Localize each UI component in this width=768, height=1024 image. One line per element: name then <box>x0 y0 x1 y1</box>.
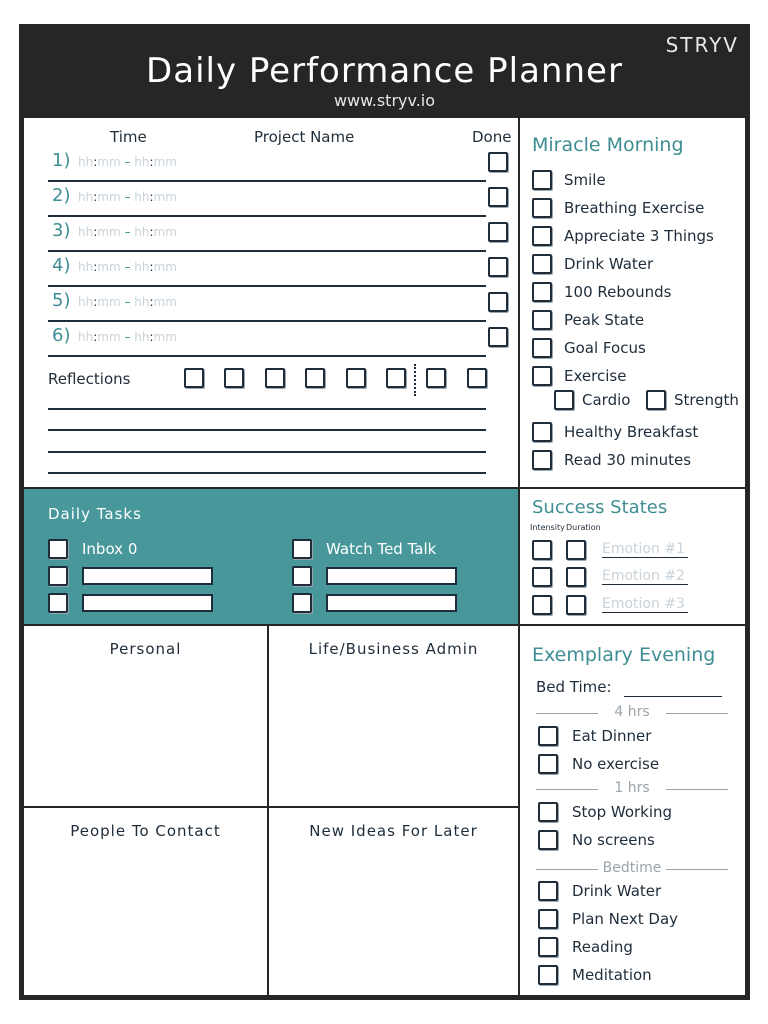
reflection-checkbox[interactable] <box>305 368 325 388</box>
morning-checkbox[interactable] <box>532 254 552 274</box>
task-row[interactable] <box>292 593 457 613</box>
miracle-morning-section <box>518 116 747 489</box>
task-row[interactable] <box>48 566 213 586</box>
row-number: 6) <box>52 325 71 346</box>
evening-item-label: Eat Dinner <box>572 727 652 745</box>
ideas-title: New Ideas For Later <box>309 822 478 840</box>
emotion-row[interactable] <box>532 539 688 560</box>
reflection-line[interactable] <box>48 451 486 453</box>
time-range-input[interactable]: hh:mm – hh:mm <box>78 190 177 204</box>
exemplary-evening-section <box>518 624 747 997</box>
task-checkbox[interactable] <box>48 566 68 586</box>
reflection-checkbox[interactable] <box>224 368 244 388</box>
emotion-input[interactable]: Emotion #2 <box>602 568 688 585</box>
morning-checkbox[interactable] <box>532 450 552 470</box>
done-checkbox[interactable] <box>488 152 508 172</box>
reflections-label: Reflections <box>48 370 131 388</box>
divider-bedtime: Bedtime <box>536 860 728 876</box>
evening-item[interactable] <box>538 830 655 850</box>
reflection-checkbox[interactable] <box>265 368 285 388</box>
success-states-title: Success States <box>532 497 668 518</box>
divider-1hrs: 1 hrs <box>536 780 728 796</box>
evening-item-label: Drink Water <box>572 882 662 900</box>
reflection-checkbox[interactable] <box>467 368 487 388</box>
morning-checkbox[interactable] <box>532 366 552 386</box>
evening-item[interactable] <box>538 802 672 822</box>
evening-item-label: Reading <box>572 938 633 956</box>
morning-item-label: Peak State <box>564 311 645 329</box>
morning-item-label: Appreciate 3 Things <box>564 227 714 245</box>
evening-checkbox[interactable] <box>538 937 558 957</box>
intensity-checkbox[interactable] <box>532 595 552 615</box>
daily-tasks-section <box>22 487 520 626</box>
bed-time-label: Bed Time: <box>536 678 612 696</box>
duration-checkbox[interactable] <box>566 540 586 560</box>
header-bar <box>22 27 747 118</box>
task-watch-ted-talk[interactable] <box>292 539 436 559</box>
reflection-divider <box>414 364 416 396</box>
morning-item[interactable] <box>532 422 698 442</box>
morning-item-label: 100 Rebounds <box>564 283 672 301</box>
evening-checkbox[interactable] <box>538 830 558 850</box>
done-column-header: Done <box>472 128 512 146</box>
contacts-box[interactable] <box>22 806 269 997</box>
evening-item-label: Plan Next Day <box>572 910 679 928</box>
evening-item-label: No screens <box>572 831 655 849</box>
task-row[interactable] <box>292 566 457 586</box>
morning-item[interactable] <box>532 226 714 246</box>
evening-checkbox[interactable] <box>538 965 558 985</box>
morning-checkbox[interactable] <box>532 310 552 330</box>
task-input[interactable] <box>326 594 457 612</box>
morning-item-label: Exercise <box>564 367 627 385</box>
bed-time-input[interactable] <box>624 696 722 697</box>
evening-item-label: Stop Working <box>572 803 673 821</box>
time-range-input[interactable]: hh:mm – hh:mm <box>78 295 177 309</box>
row-number: 3) <box>52 220 71 241</box>
morning-checkbox[interactable] <box>532 338 552 358</box>
evening-item[interactable] <box>538 965 652 985</box>
duration-checkbox[interactable] <box>566 595 586 615</box>
reflection-checkbox[interactable] <box>184 368 204 388</box>
planner-sheet <box>19 24 750 1000</box>
admin-title: Life/Business Admin <box>308 640 479 658</box>
evening-item-label: Meditation <box>572 966 652 984</box>
done-checkbox[interactable] <box>488 292 508 312</box>
intensity-checkbox[interactable] <box>532 567 552 587</box>
task-checkbox[interactable] <box>292 539 312 559</box>
page-title: Daily Performance Planner <box>146 51 623 91</box>
morning-item[interactable] <box>532 366 626 386</box>
evening-checkbox[interactable] <box>538 881 558 901</box>
done-checkbox[interactable] <box>488 222 508 242</box>
schedule-row[interactable] <box>48 253 486 287</box>
reflection-line[interactable] <box>48 408 486 410</box>
emotion-row[interactable] <box>532 594 688 615</box>
personal-title: Personal <box>109 640 182 658</box>
personal-box[interactable] <box>22 624 269 808</box>
time-range-input[interactable]: hh:mm – hh:mm <box>78 225 177 239</box>
done-checkbox[interactable] <box>488 257 508 277</box>
reflection-line[interactable] <box>48 472 486 474</box>
exercise-checkbox[interactable] <box>646 390 666 410</box>
morning-item-label: Healthy Breakfast <box>564 423 699 441</box>
morning-item-label: Drink Water <box>564 255 654 273</box>
schedule-row[interactable] <box>48 288 486 322</box>
morning-item[interactable] <box>532 254 653 274</box>
morning-checkbox[interactable] <box>532 422 552 442</box>
evening-checkbox[interactable] <box>538 754 558 774</box>
task-input[interactable] <box>82 567 213 585</box>
morning-item-label: Smile <box>564 171 606 189</box>
evening-checkbox[interactable] <box>538 802 558 822</box>
morning-item-label: Breathing Exercise <box>564 199 705 217</box>
exercise-label: Cardio <box>582 391 631 409</box>
website-url[interactable]: www.stryv.io <box>333 91 436 110</box>
exercise-sub-item[interactable] <box>554 390 630 410</box>
row-number: 5) <box>52 290 71 311</box>
done-checkbox[interactable] <box>488 327 508 347</box>
schedule-row[interactable] <box>48 148 486 182</box>
task-label: Inbox 0 <box>82 540 138 558</box>
miracle-morning-title: Miracle Morning <box>532 134 684 156</box>
emotion-input[interactable]: Emotion #1 <box>602 541 688 558</box>
evening-item[interactable] <box>538 937 633 957</box>
time-column-header: Time <box>110 128 147 146</box>
ideas-box[interactable] <box>267 806 520 997</box>
morning-checkbox[interactable] <box>532 282 552 302</box>
intensity-checkbox[interactable] <box>532 540 552 560</box>
divider-4hrs: 4 hrs <box>536 704 728 720</box>
evening-checkbox[interactable] <box>538 726 558 746</box>
reflection-checkbox[interactable] <box>386 368 406 388</box>
emotion-input[interactable]: Emotion #3 <box>602 596 688 613</box>
task-checkbox[interactable] <box>48 539 68 559</box>
morning-item[interactable] <box>532 282 671 302</box>
reflection-checkbox[interactable] <box>426 368 446 388</box>
morning-checkbox[interactable] <box>532 198 552 218</box>
morning-item[interactable] <box>532 310 644 330</box>
success-states-section <box>518 487 747 626</box>
schedule-row[interactable] <box>48 323 486 357</box>
time-range-input[interactable]: hh:mm – hh:mm <box>78 155 177 169</box>
task-checkbox[interactable] <box>48 593 68 613</box>
done-checkbox[interactable] <box>488 187 508 207</box>
evening-checkbox[interactable] <box>538 909 558 929</box>
intensity-header: Intensity <box>530 523 565 532</box>
evening-item[interactable] <box>538 754 659 774</box>
reflection-checkbox[interactable] <box>346 368 366 388</box>
schedule-row[interactable] <box>48 218 486 252</box>
duration-header: Duration <box>566 523 601 532</box>
morning-item[interactable] <box>532 338 646 358</box>
exercise-sub-item[interactable] <box>646 390 739 410</box>
row-number: 2) <box>52 185 71 206</box>
task-row[interactable] <box>48 593 213 613</box>
admin-box[interactable] <box>267 624 520 808</box>
task-checkbox[interactable] <box>292 593 312 613</box>
row-number: 4) <box>52 255 71 276</box>
exercise-checkbox[interactable] <box>554 390 574 410</box>
reflection-line[interactable] <box>48 429 486 431</box>
task-input[interactable] <box>82 594 213 612</box>
morning-item[interactable] <box>532 170 606 190</box>
morning-item[interactable] <box>532 198 704 218</box>
morning-item-label: Goal Focus <box>564 339 646 357</box>
morning-checkbox[interactable] <box>532 170 552 190</box>
brand-logo: STRYV <box>665 33 739 57</box>
time-range-input[interactable]: hh:mm – hh:mm <box>78 330 177 344</box>
time-range-input[interactable]: hh:mm – hh:mm <box>78 260 177 274</box>
evening-item[interactable] <box>538 909 678 929</box>
duration-checkbox[interactable] <box>566 567 586 587</box>
schedule-row[interactable] <box>48 183 486 217</box>
exercise-label: Strength <box>674 391 739 409</box>
evening-item[interactable] <box>538 881 661 901</box>
task-checkbox[interactable] <box>292 566 312 586</box>
evening-item[interactable] <box>538 726 651 746</box>
row-number: 1) <box>52 150 71 171</box>
contacts-title: People To Contact <box>70 822 221 840</box>
morning-item-label: Read 30 minutes <box>564 451 692 469</box>
emotion-row[interactable] <box>532 566 688 587</box>
daily-tasks-title: Daily Tasks <box>48 505 142 523</box>
morning-checkbox[interactable] <box>532 226 552 246</box>
schedule-section <box>22 116 520 489</box>
evening-title: Exemplary Evening <box>532 644 716 666</box>
task-label: Watch Ted Talk <box>326 540 437 558</box>
project-column-header: Project Name <box>254 128 355 146</box>
task-input[interactable] <box>326 567 457 585</box>
task-inbox-zero[interactable] <box>48 539 137 559</box>
evening-item-label: No exercise <box>572 755 660 773</box>
morning-item[interactable] <box>532 450 691 470</box>
